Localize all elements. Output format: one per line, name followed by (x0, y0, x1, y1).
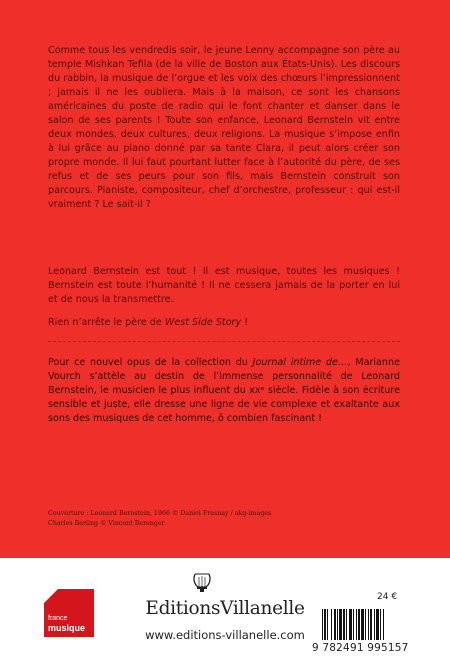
collection-title: Journal intime de… (252, 357, 348, 368)
collection-paragraph (48, 356, 400, 426)
isbn-number: 9 782491 995157 (312, 642, 409, 654)
credit-line-author: Charles Berling © Vincent Berenger (48, 520, 165, 527)
collection-text-2: siècle. Fidèle à son écriture sensible et juste, elle dresse une ligne de vie complexe et exaltante aux sons des musiques de cet homme, ô combien fascinant ! (48, 385, 400, 424)
tagline-paragraph: Leonard Bernstein est tout ! Il est musique, toutes les musiques ! Bernstein est toute l’humanité ! Il ne cessera jamais de la porter en lui et de nous la transmettre. (48, 266, 400, 305)
closing-line-suffix: ! (241, 317, 249, 328)
closing-line (48, 316, 400, 330)
publisher-name: EditionsVillanelle (145, 598, 305, 619)
france-musique-top-label: france (48, 615, 68, 622)
century-label: xxᵉ (249, 385, 265, 396)
france-musique-bottom-label: musique (48, 623, 86, 633)
summary-paragraph: Comme tous les vendredis soir, le jeune Lenny accompagne son père au temple Mishkan Tefila (de la ville de Boston aux États-Unis). Les discours du rabbin, la musique de l’orgue et les voix des chœurs l’impressionnent ; jamais il ne les oubliera. Mais à la maison, ce sont les chansons américaines du poste de radio qui le font chanter et danser dans le salon de ses parents ! Toute son enfance, Leonard Bernstein vit entre deux mondes, deux cultures, deux religions. La musique s’impose enfin à lui grâce au piano donné par sa tante Clara, il peut alors créer son propre monde. Il lui faut pourtant lutter face à l’autorité du père, de ses refus et de ses peurs pour son fils, mais Bernstein construit son parcours. Pianiste, compositeur, chef d’orchestre, professeur : qui est-il vraiment ? Le sait-il ? (48, 45, 400, 210)
work-title: West Side Story (164, 317, 242, 328)
collection-text-1: , Marianne Vourch s’attèle au destin de l’immense personnalité de Leonard Bernstein, le musicien le plus influent du (48, 357, 400, 396)
barcode (322, 609, 406, 640)
price-label: 24 € (377, 592, 398, 602)
credit-line-cover: Couverture : Leonard Bernstein, 1966 © Daniel Frasnay / akg-images (48, 510, 272, 517)
publisher-url: www.editions-villanelle.com (145, 628, 305, 642)
footer-band (0, 558, 450, 666)
dashed-divider (48, 341, 400, 342)
collection-prefix: Pour ce nouvel opus de la collection du (48, 357, 253, 368)
lyre-icon (190, 571, 214, 593)
photo-credits (48, 509, 271, 529)
closing-line-prefix: Rien n’arrête le père de (48, 317, 165, 328)
